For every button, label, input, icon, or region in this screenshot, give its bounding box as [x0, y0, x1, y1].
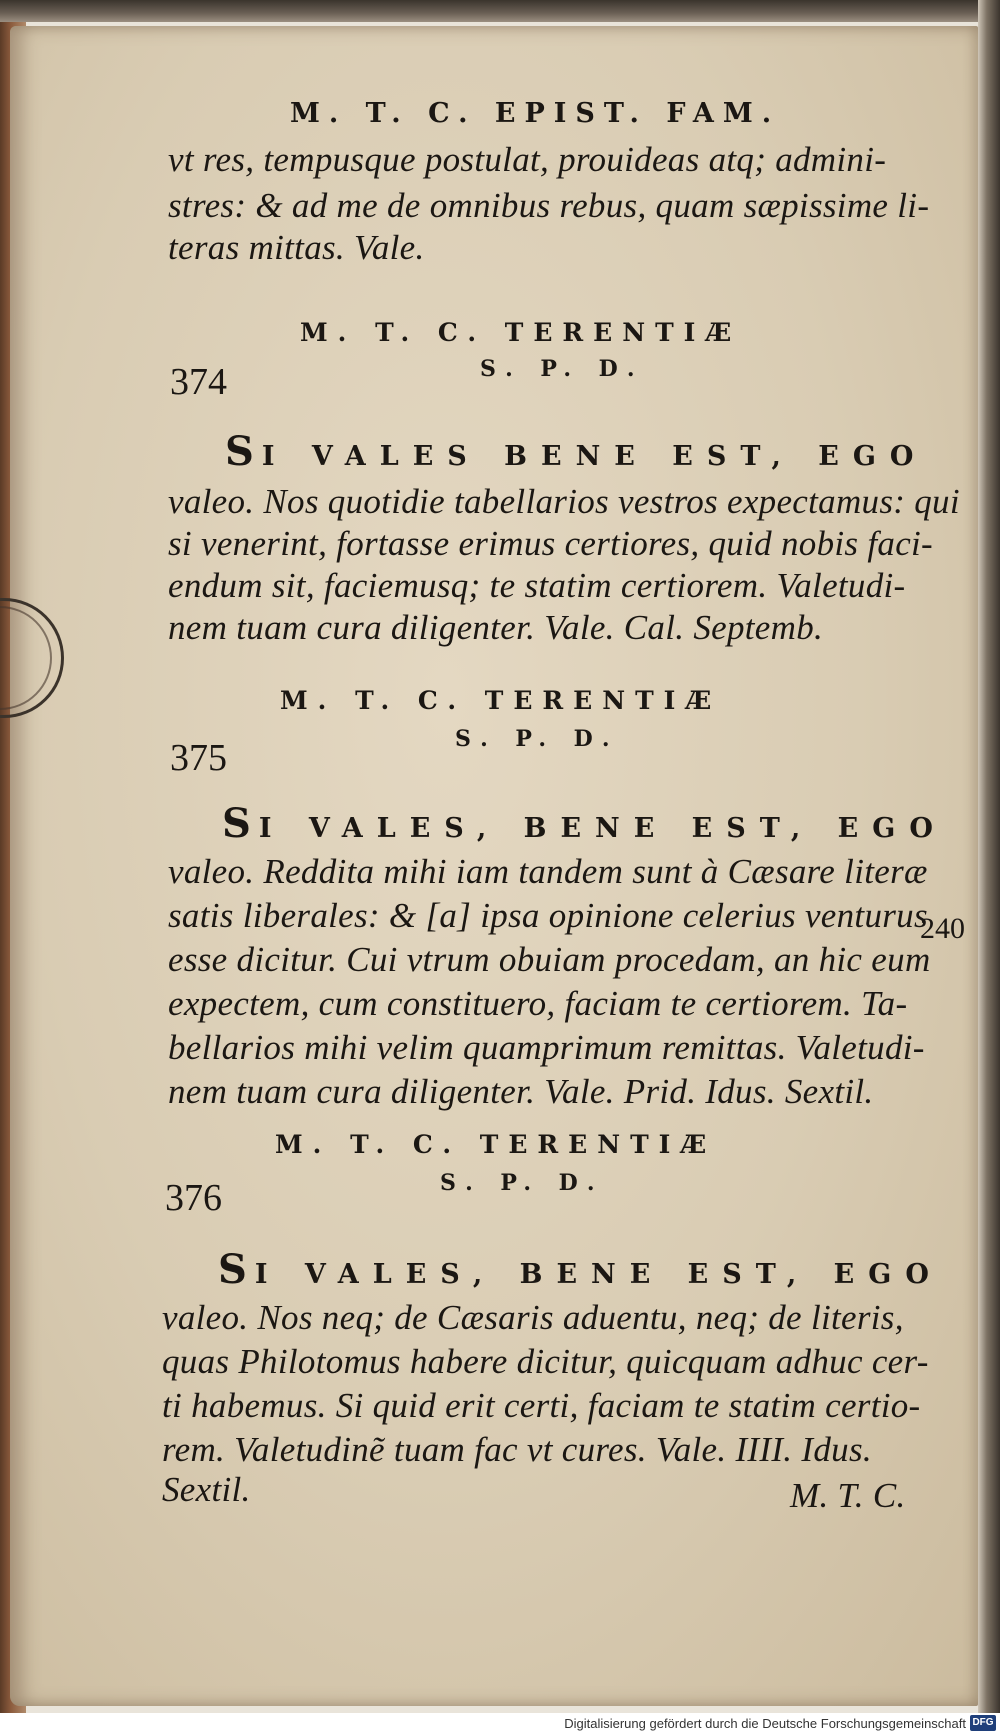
letter-line: quas Philotomus habere dicitur, quicquam adhuc cer- — [162, 1342, 929, 1381]
letter-line: valeo. Nos neq; de Cæsaris aduentu, neq; de literis, — [162, 1298, 904, 1337]
drop-initial: S — [225, 428, 262, 475]
letter-line: nem tuam cura diligenter. Vale. Cal. Septemb. — [168, 608, 824, 647]
opening-caps: I VALES, BENE EST, EGO — [258, 813, 947, 844]
running-head: M. T. C. EPIST. FAM. — [290, 98, 781, 129]
facing-page-edge — [978, 0, 1000, 1735]
letter-number: 374 — [170, 361, 227, 403]
dfg-logo: DFG — [970, 1715, 996, 1731]
letter-heading: M. T. C. TERENTIÆ — [300, 318, 742, 347]
drop-initial: S — [218, 1246, 255, 1293]
continuation-line: vt res, tempusque postulat, prouideas atq; admini- — [168, 140, 887, 179]
letter-line: valeo. Nos quotidie tabellarios vestros expectamus: qui — [168, 482, 960, 521]
letter-number: 375 — [170, 737, 227, 779]
letter-salutation: S. P. D. — [455, 726, 620, 752]
footer-credit: Digitalisierung gefördert durch die Deutsche Forschungsgemeinschaft — [564, 1716, 966, 1731]
letter-opening — [225, 428, 927, 475]
letter-salutation: S. P. D. — [480, 356, 645, 382]
drop-initial: S — [222, 800, 259, 847]
letter-salutation: S. P. D. — [440, 1170, 605, 1196]
letter-line: satis liberales: & [a] ipsa opinione celerius venturus — [168, 896, 928, 935]
letter-line: si venerint, fortasse erimus certiores, quid nobis faci- — [168, 524, 934, 563]
letter-line: bellarios mihi velim quamprimum remittas. Valetudi- — [168, 1028, 925, 1067]
letter-opening — [222, 800, 947, 847]
letter-line: Sextil. — [162, 1470, 251, 1509]
margin-note: 240 — [920, 912, 965, 945]
letter-heading: M. T. C. TERENTIÆ — [275, 1130, 717, 1159]
letter-line: endum sit, faciemusq; te statim certiorem. Valetudi- — [168, 566, 906, 605]
scan-top-shadow — [0, 0, 1000, 22]
digitization-footer — [0, 1713, 1000, 1735]
letter-number: 376 — [165, 1177, 222, 1219]
opening-caps: I VALES BENE EST, EGO — [261, 441, 928, 472]
letter-heading: M. T. C. TERENTIÆ — [280, 686, 722, 715]
letter-opening — [218, 1246, 943, 1293]
letter-line: rem. Valetudinẽ tuam fac vt cures. Vale. IIII. Idus. — [162, 1430, 872, 1469]
letter-line: ti habemus. Si quid erit certi, faciam te statim certio- — [162, 1386, 921, 1425]
continuation-line: stres: & ad me de omnibus rebus, quam sæpissime li- — [168, 186, 930, 225]
letter-line: expectem, cum constituero, faciam te certiorem. Ta- — [168, 984, 908, 1023]
letter-line: nem tuam cura diligenter. Vale. Prid. Idus. Sextil. — [168, 1072, 874, 1111]
letter-signature: M. T. C. — [790, 1476, 906, 1515]
letter-line: valeo. Reddita mihi iam tandem sunt à Cæsare literæ — [168, 852, 928, 891]
continuation-line: teras mittas. Vale. — [168, 228, 425, 267]
opening-caps: I VALES, BENE EST, EGO — [254, 1259, 943, 1290]
letter-line: esse dicitur. Cui vtrum obuiam procedam, an hic eum — [168, 940, 931, 979]
